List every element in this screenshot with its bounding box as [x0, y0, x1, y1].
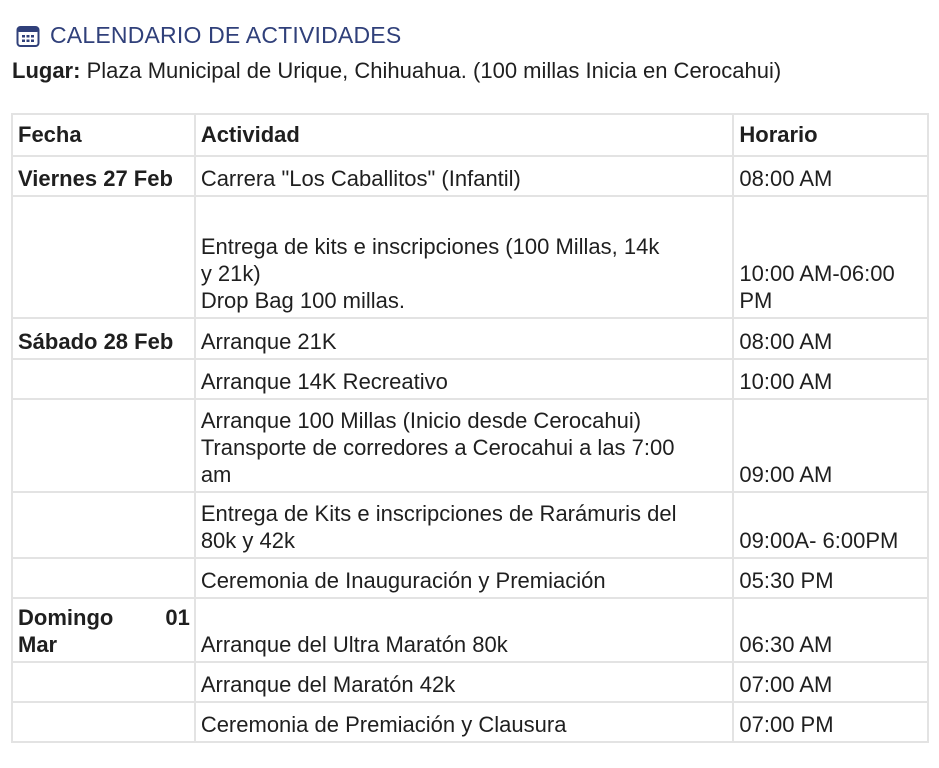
activity-cell: Arranque 14K Recreativo — [195, 359, 734, 399]
column-header-fecha: Fecha — [12, 114, 195, 156]
activity-cell: Entrega de Kits e inscripciones de Rarámuris del 80k y 42k — [195, 492, 734, 558]
time-cell: 07:00 AM — [733, 662, 928, 702]
date-cell — [12, 662, 195, 702]
time-cell: 10:00 AM — [733, 359, 928, 399]
date-line — [18, 604, 190, 631]
location-line — [12, 58, 781, 84]
time-cell: 10:00 AM-06:00 PM — [733, 196, 928, 318]
activity-cell: Ceremonia de Inauguración y Premiación — [195, 558, 734, 598]
calendar-icon — [16, 24, 40, 48]
date-cell — [12, 492, 195, 558]
page-title-row — [16, 22, 401, 49]
time-cell: 08:00 AM — [733, 156, 928, 196]
date-weekday: Domingo — [18, 605, 114, 630]
activity-cell: Arranque 21K — [195, 318, 734, 359]
date-cell — [12, 598, 195, 662]
activity-cell: Arranque del Maratón 42k — [195, 662, 734, 702]
time-cell: 07:00 PM — [733, 702, 928, 742]
table-row — [12, 662, 928, 702]
table-row — [12, 156, 928, 196]
location-value: Plaza Municipal de Urique, Chihuahua. (100 millas Inicia en Cerocahui) — [80, 58, 782, 83]
table-row — [12, 359, 928, 399]
time-cell: 09:00 AM — [733, 399, 928, 492]
location-label: Lugar: — [12, 58, 81, 83]
table-row — [12, 598, 928, 662]
activity-cell: Arranque del Ultra Maratón 80k — [195, 598, 734, 662]
time-cell: 09:00A- 6:00PM — [733, 492, 928, 558]
activity-cell: Ceremonia de Premiación y Clausura — [195, 702, 734, 742]
date-day: 01 — [165, 605, 190, 630]
time-cell: 06:30 AM — [733, 598, 928, 662]
activity-cell: Carrera "Los Caballitos" (Infantil) — [195, 156, 734, 196]
date-cell: Sábado 28 Feb — [12, 318, 195, 359]
page-title: CALENDARIO DE ACTIVIDADES — [50, 22, 402, 48]
date-cell — [12, 399, 195, 492]
table-row — [12, 399, 928, 492]
date-cell — [12, 196, 195, 318]
table-row — [12, 318, 928, 359]
date-cell — [12, 558, 195, 598]
time-cell: 05:30 PM — [733, 558, 928, 598]
column-header-actividad: Actividad — [195, 114, 734, 156]
date-cell — [12, 702, 195, 742]
time-cell: 08:00 AM — [733, 318, 928, 359]
table-row — [12, 492, 928, 558]
activity-cell: Arranque 100 Millas (Inicio desde Cerocahui) Transporte de corredores a Cerocahui a las 7:00 am — [195, 399, 734, 492]
table-row — [12, 558, 928, 598]
table-row — [12, 702, 928, 742]
schedule-table — [11, 113, 929, 743]
date-cell: Viernes 27 Feb — [12, 156, 195, 196]
date-month: Mar — [18, 632, 58, 657]
table-row — [12, 196, 928, 318]
column-header-horario: Horario — [733, 114, 928, 156]
table-header-row — [12, 114, 928, 156]
activity-cell: Entrega de kits e inscripciones (100 Millas, 14k y 21k) Drop Bag 100 millas. — [195, 196, 734, 318]
date-cell — [12, 359, 195, 399]
